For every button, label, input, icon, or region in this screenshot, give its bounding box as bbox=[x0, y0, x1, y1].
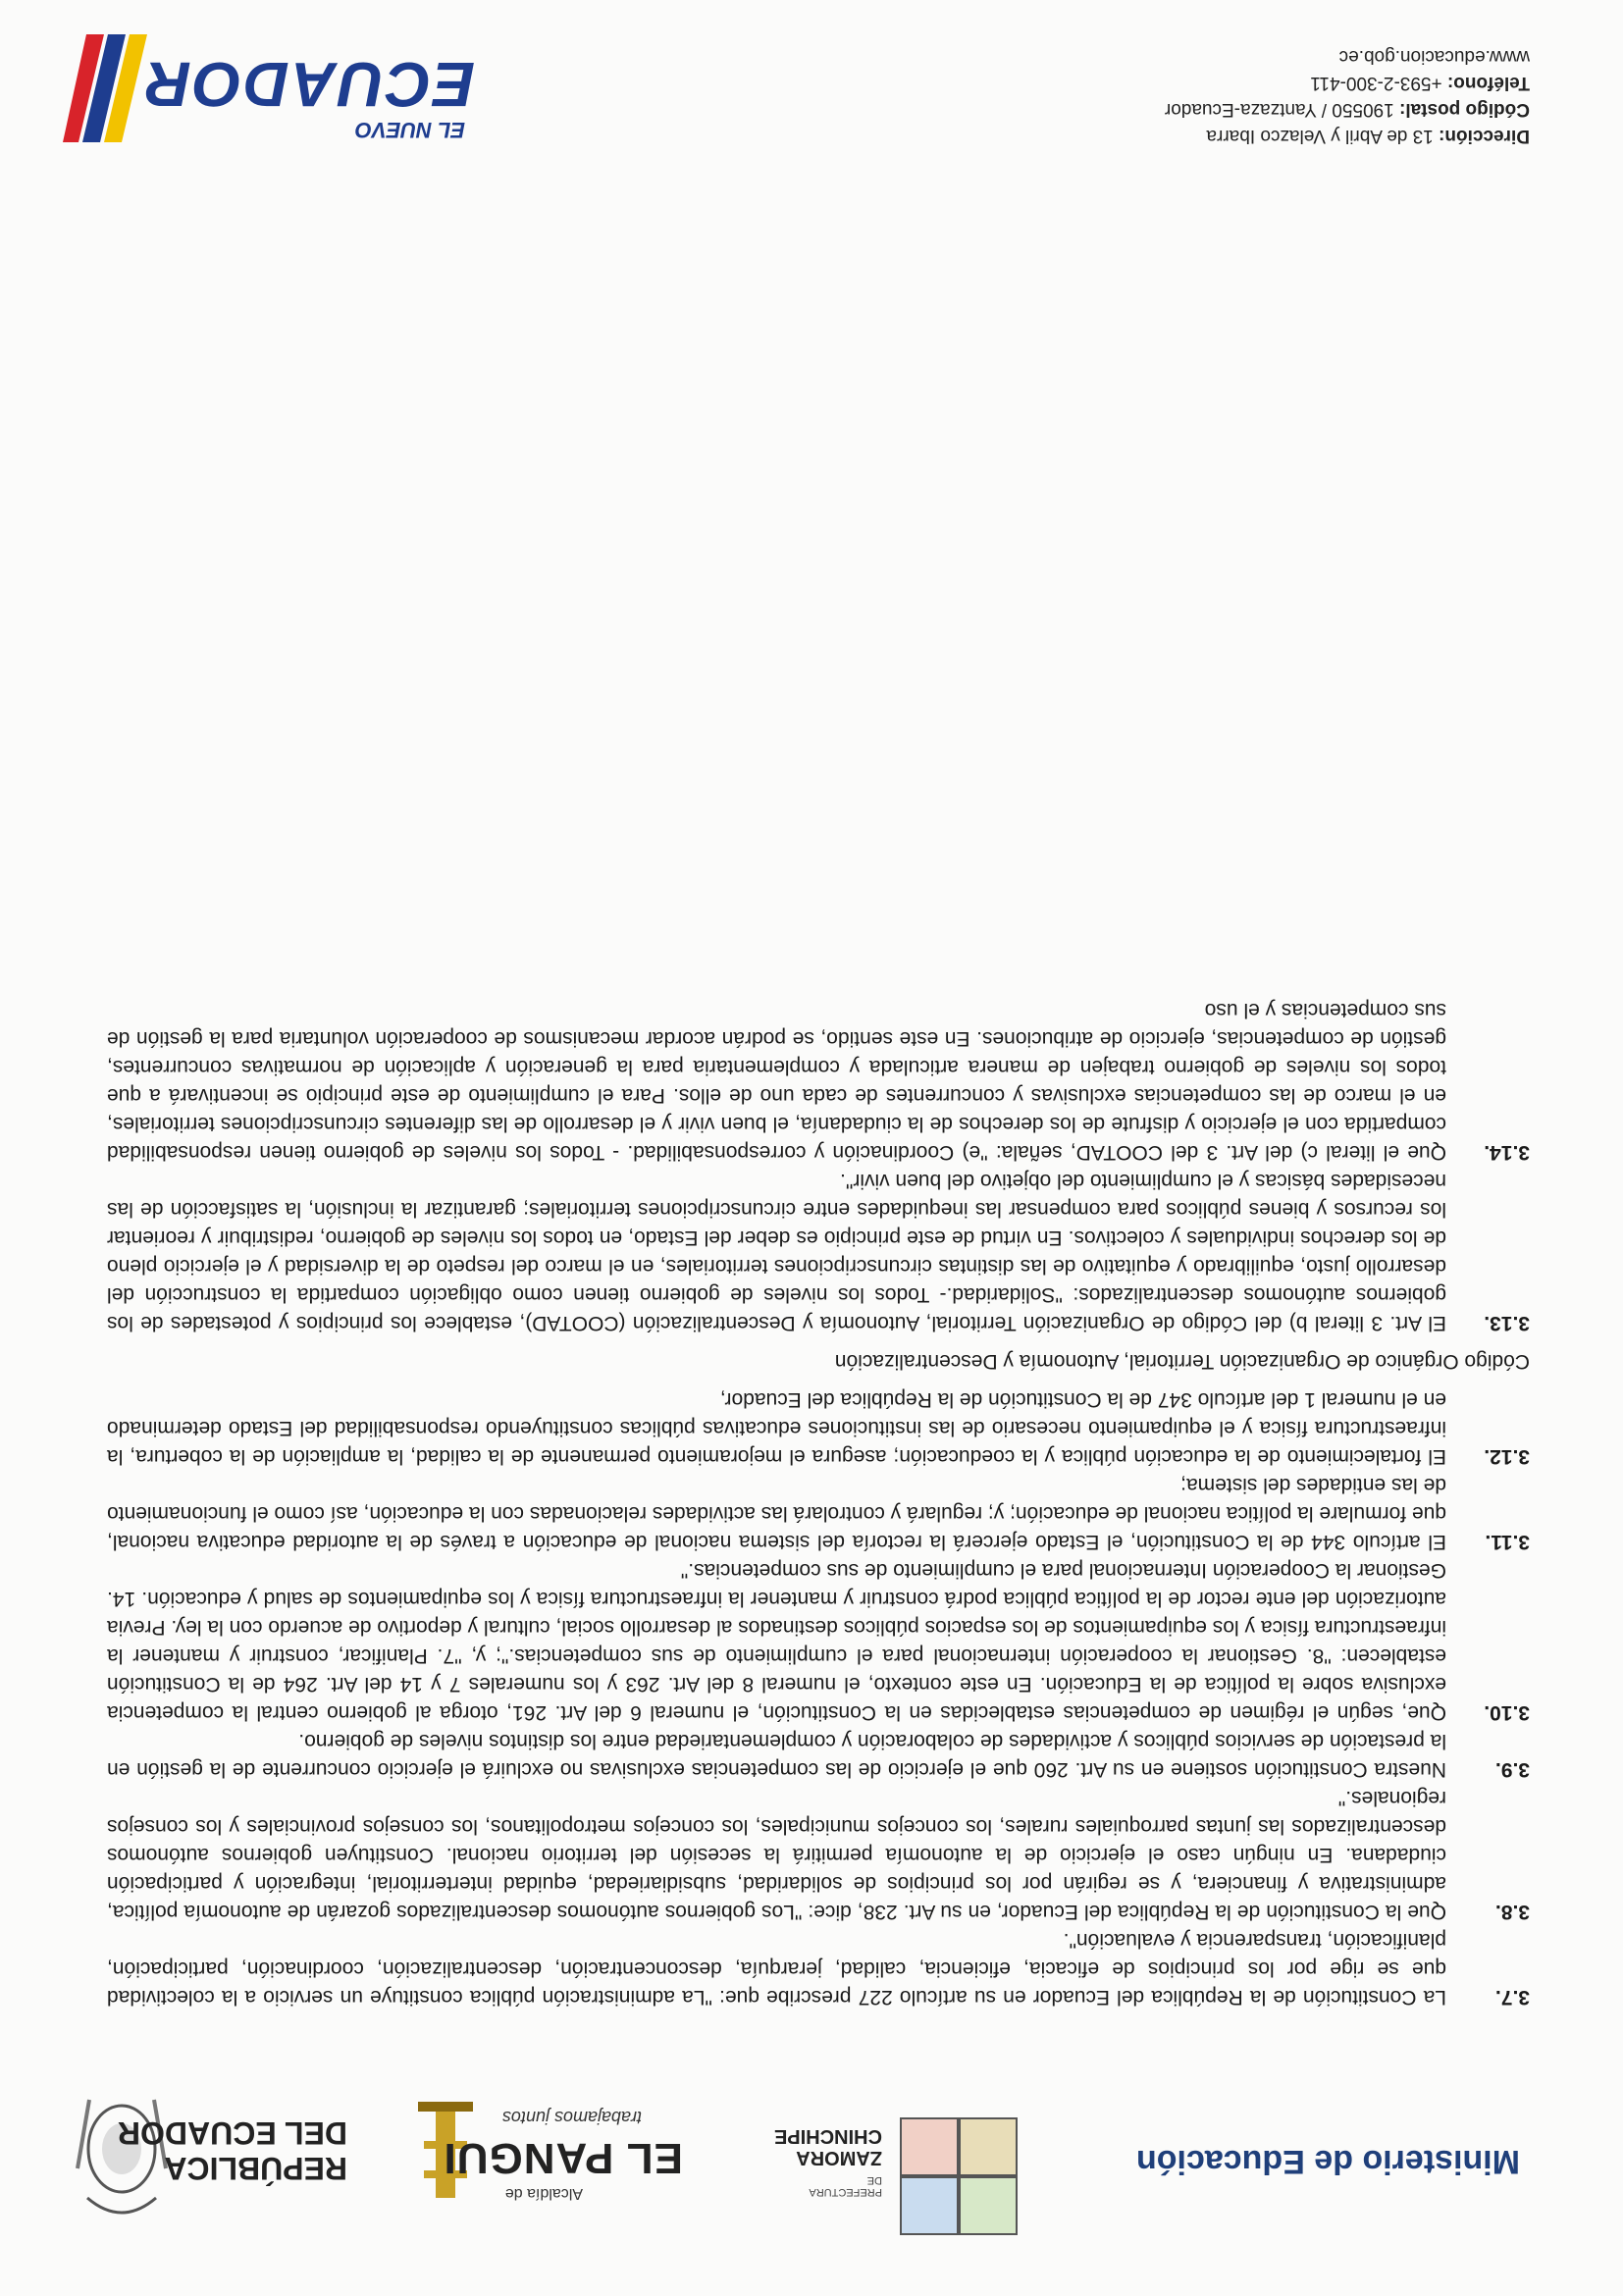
ministerio-logo bbox=[1136, 2142, 1520, 2180]
address-line: Dirección: 13 de Abril y Velazco Ibarra bbox=[1206, 126, 1530, 146]
pangui-logo bbox=[387, 2090, 701, 2208]
zamora-emblem-icon bbox=[900, 2117, 1020, 2237]
clause-number: 3.9. bbox=[1494, 1758, 1530, 1781]
clause bbox=[107, 1556, 1530, 1727]
clause-text: El artículo 344 de la Constitución, el Estado ejercerá la rectoría del sistema nacional de educación a través de la autoridad educativa nacional, que formulare la política nacional de educación; y; regulará y controlará las actividades relacionadas con la educación, así como el funcionamiento de las entidades del sistema; bbox=[107, 1474, 1446, 1553]
footer bbox=[0, 0, 1623, 216]
clause-number: 3.10. bbox=[1484, 1701, 1530, 1724]
clause-text: Que, según el régimen de competencias establecidas en la Constitución, el numeral 6 del Art. 261, otorga al gobierno central la competencia exclusiva sobre la política de la Educación. En este contexto, el numeral 8 del Art. 263 y los numerales 7 y 14 del Art. 264 de la Constitución establecen: "8. Gestionar la cooperación internacional para el cumplimiento de sus competencias."; y, "7. Planificar, construir y mantener la infraestructura física y los equipamientos de los espacios públicos destinados al desarrollo social, cultural y deportivo de acuerdo con la ley. Previa autorización del ente rector de la política pública podrá construir y mantener la infraestructura física y los equipamientos de salud y educación. 14. Gestionar la Cooperación Internacional para el cumplimiento de sus competencias." bbox=[107, 1559, 1446, 1724]
website-line: www.educacion.gob.ec bbox=[1338, 46, 1530, 67]
logo-big-text: ECUADOR bbox=[143, 49, 475, 120]
clause-number: 3.13. bbox=[1484, 1312, 1530, 1334]
zamora-subtitle: PREFECTURA DE bbox=[810, 2174, 882, 2198]
zamora-name: ZAMORA CHINCHIPE bbox=[773, 2125, 882, 2168]
clause bbox=[107, 1727, 1530, 1784]
clause-text: Que el literal c) del Art. 3 del COOTAD, señala: "e) Coordinación y corresponsabilidad. - Todos los niveles de gobierno tienen responsabilidad compartida con el ejercicio y disfrute de los derechos de la ciudadanía, el buen vivir y el desarrollo de las diferentes circunscripciones territoriales, en el marco de las competencias exclusivas y concurrentes de cada uno de ellos. Para el cumplimiento de este principio se incentivará a que todos los niveles de gobierno trabajen de manera articulada y complementaria para la generación y aplicación de normativas concurrentes, gestión de competencias, ejercicio de atribuciones. En este sentido, se podrán acordar mecanismos de cooperación voluntaria para la gestión de sus competencias y el uso bbox=[107, 999, 1446, 1164]
clause-number: 3.7. bbox=[1494, 1986, 1530, 2009]
section-title: Código Orgánico de Organización Territorial, Autonomía y Descentralización bbox=[834, 1350, 1530, 1373]
pangui-name: EL PANGUI bbox=[443, 2134, 683, 2182]
clause-text: Que la Constitución de la República del Ecuador, en su Art. 238, dice: "Los gobiernos autónomos descentralizados gozarán de autonomía política, administrativa y financiera, y se regirán por los principios de solidaridad, subsidiariedad, equidad interterritorial, integración y participación ciudadana. En ningún caso el ejercicio de la autonomía permitirá la secesión del territorio nacional. Constituyen gobiernos autónomos descentralizados las juntas parroquiales rurales, los concejos municipales, los concejos metropolitanos, los consejos provinciales y los consejos regionales." bbox=[107, 1787, 1446, 1923]
el-nuevo-ecuador-logo bbox=[63, 25, 475, 142]
clause bbox=[107, 1471, 1530, 1556]
clause bbox=[107, 1926, 1530, 2011]
pangui-alcaldia: Alcaldía de bbox=[504, 2185, 583, 2202]
clause-text: El Art. 3 literal b) del Código de Organización Territorial, Autonomía y Descentralización (COOTAD), establece los principios y potestades de los gobiernos autónomos descentralizados: "Solidaridad.- Todos los niveles de gobierno tienen como obligación compartida la construcción del desarrollo justo, equilibrado y equitativo de las distintas circunscripciones territoriales, en el marco del respeto de la diversidad y el ejercicio pleno de los derechos individuales y colectivos. En virtud de este principio es deber del Estado, en todos los niveles de gobierno, redistribuir y reorientar los recursos y bienes públicos para compensar las inequidades entre circunscripciones territoriales; garantizar la inclusión, la satisfacción de las necesidades básicas y el cumplimiento del objetivo del buen vivir". bbox=[107, 1170, 1446, 1334]
logo-small-text: EL NUEVO bbox=[354, 118, 465, 142]
republica-logo bbox=[63, 2070, 347, 2227]
zamora-logo bbox=[773, 2080, 1020, 2237]
clause bbox=[107, 1385, 1530, 1471]
clause-number: 3.12. bbox=[1484, 1445, 1530, 1468]
phone-line: Teléfono: +593-2-300-411 bbox=[1310, 73, 1530, 93]
address-block bbox=[1165, 43, 1530, 149]
clause bbox=[107, 1167, 1530, 1337]
clause-number: 3.8. bbox=[1494, 1901, 1530, 1923]
republica-text: REPÚBLICA DEL ECUADOR bbox=[117, 2115, 347, 2186]
clause-number: 3.14. bbox=[1484, 1141, 1530, 1164]
clause bbox=[107, 996, 1530, 1167]
ministerio-text: Ministerio de Educación bbox=[1135, 2143, 1520, 2180]
pangui-slogan: trabajamos juntos bbox=[501, 2108, 642, 2127]
letterhead bbox=[0, 2041, 1623, 2296]
postal-line: Código postal: 190550 / Yantzaza-Ecuador bbox=[1164, 99, 1530, 120]
clause-text: El fortalecimiento de la educación pública y la coeducación; asegura el mejoramiento permanente de la calidad, la ampliación de la cobertura, la infraestructura física y el equipamiento necesario de las instituciones educativas públicas constituyendo responsabilidad del Estado determinado en el numeral 1 del artículo 347 de la Constitución de la República del Ecuador, bbox=[107, 1388, 1446, 1468]
clause-text: Nuestra Constitución sostiene en su Art. 260 que el ejercicio de las competencias exclusivas no excluirá el ejercicio concurrente de la gestión en la prestación de servicios públicos y actividades de colaboración y complementariedad entre los distintos niveles de gobierno. bbox=[107, 1730, 1446, 1781]
clause-text: La Constitución de la República del Ecuador en su artículo 227 prescribe que: "La administración pública constituye un servicio a la colectividad que se rige por los principios de eficacia, eficiencia, calidad, jerarquía, desconcentración, descentralización, coordinación, participación, planificación, transparencia y evaluación". bbox=[107, 1929, 1446, 2009]
flag-stripes-icon bbox=[63, 34, 151, 142]
clause bbox=[107, 1784, 1530, 1926]
document-body bbox=[107, 996, 1530, 2011]
clause-number: 3.11. bbox=[1485, 1531, 1530, 1553]
